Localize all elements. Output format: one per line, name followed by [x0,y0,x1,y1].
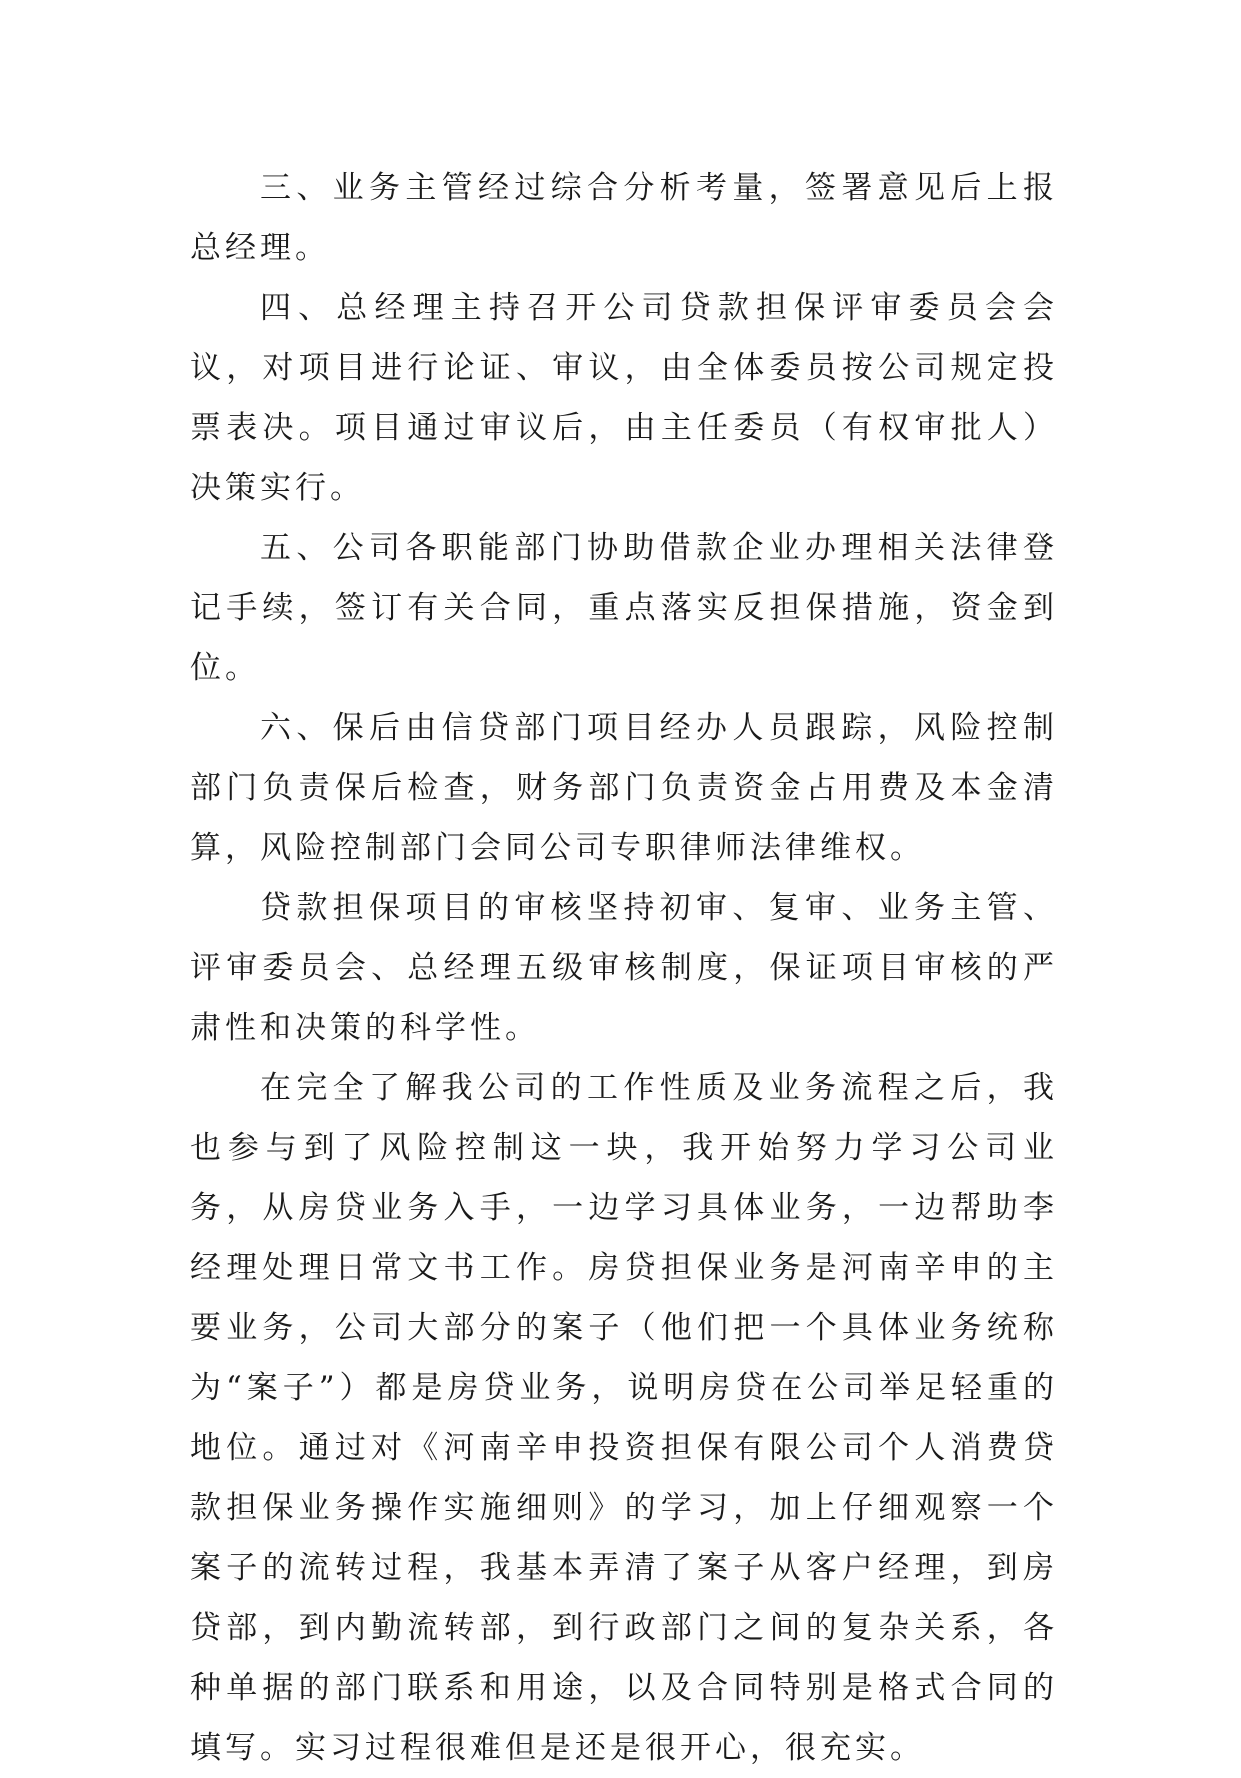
paragraph-step-five: 五、公司各职能部门协助借款企业办理相关法律登记手续，签订有关合同，重点落实反担保措施，资金到位。 [190,530,1058,686]
document-body [190,158,1058,1778]
paragraph-internship-experience: 在完全了解我公司的工作性质及业务流程之后，我也参与到了风险控制这一块，我开始努力学习公司业务，从房贷业务入手，一边学习具体业务，一边帮助李经理处理日常文书工作。房贷担保业务是河南辛申的主要业务，公司大部分的案子（他们把一个具体业务统称为“案子”）都是房贷业务，说明房贷在公司举足轻重的地位。通过对《河南辛申投资担保有限公司个人消费贷款担保业务操作实施细则》的学习，加上仔细观察一个案子的流转过程，我基本弄清了案子从客户经理，到房贷部，到内勤流转部，到行政部门之间的复杂关系，各种单据的部门联系和用途，以及合同特别是格式合同的填写。实习过程很难但是还是很开心，很充实。 [190,1070,1058,1766]
paragraph-step-three: 三、业务主管经过综合分析考量，签署意见后上报总经理。 [190,170,1058,266]
paragraph-step-four: 四、总经理主持召开公司贷款担保评审委员会会议，对项目进行论证、审议，由全体委员按公司规定投票表决。项目通过审议后，由主任委员（有权审批人）决策实行。 [190,290,1058,506]
paragraph-step-six: 六、保后由信贷部门项目经办人员跟踪，风险控制部门负责保后检查，财务部门负责资金占用费及本金清算，风险控制部门会同公司专职律师法律维权。 [190,710,1058,866]
paragraph-review-system: 贷款担保项目的审核坚持初审、复审、业务主管、评审委员会、总经理五级审核制度，保证项目审核的严肃性和决策的科学性。 [190,890,1058,1046]
